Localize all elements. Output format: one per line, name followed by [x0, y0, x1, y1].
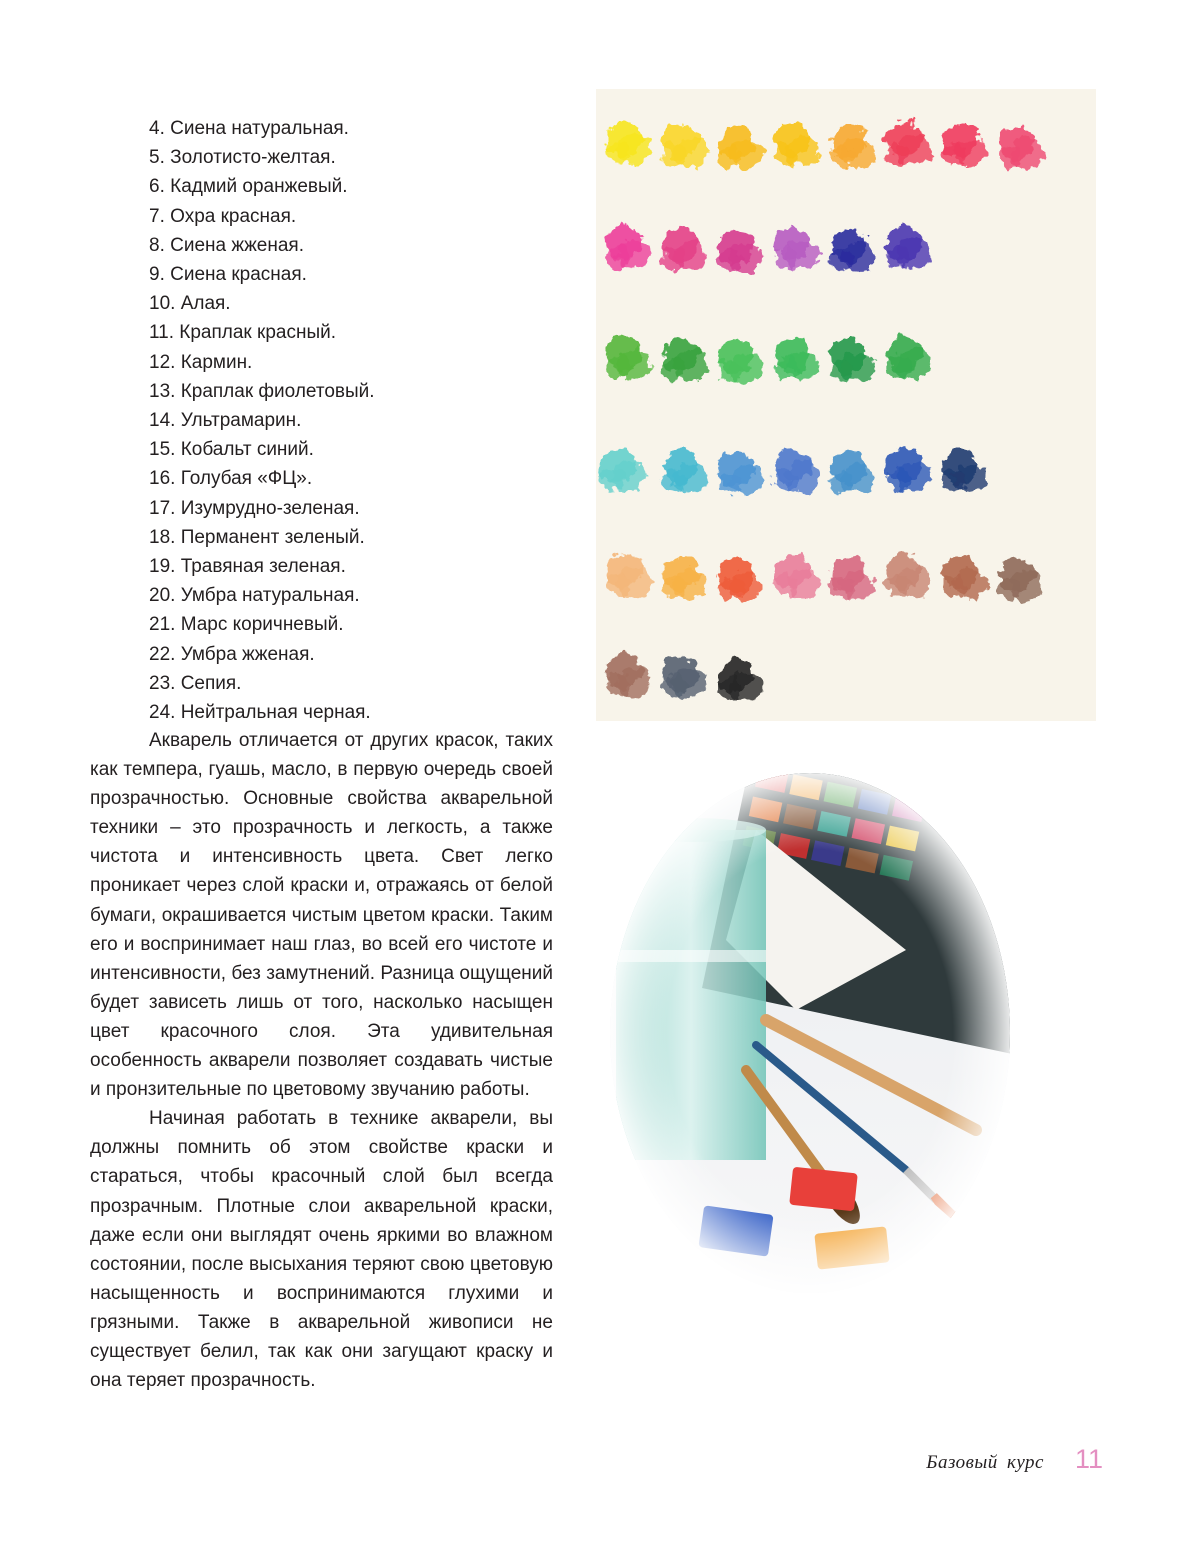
paint-swatch [713, 552, 765, 603]
color-list-item: 7. Охра красная. [149, 205, 297, 227]
watercolor-supplies-photo [606, 770, 1014, 1296]
paint-swatch [713, 446, 765, 497]
paint-swatch [601, 548, 653, 599]
color-list-item: 19. Травяная зеленая. [149, 556, 346, 578]
color-list-item: 16. Голубая «ФЦ». [149, 468, 313, 490]
color-list-item: 10. Алая. [149, 293, 231, 315]
paint-swatch [601, 220, 653, 271]
paint-swatch [825, 333, 877, 384]
paint-swatch [825, 445, 877, 496]
paint-swatch [601, 116, 653, 167]
paint-swatch [825, 551, 877, 602]
paint-swatch [657, 650, 709, 701]
color-list-item: 9. Сиена красная. [149, 264, 307, 286]
color-list-item: 13. Краплак фиолетовый. [149, 380, 375, 402]
paint-swatch [657, 444, 709, 495]
paint-swatch [601, 330, 653, 381]
paint-swatch [713, 334, 765, 385]
paint-swatch [769, 221, 821, 272]
paint-swatch [937, 550, 989, 601]
color-list-item: 23. Сепия. [149, 672, 242, 694]
paint-swatch [993, 120, 1045, 171]
color-list-item: 21. Марс коричневый. [149, 614, 344, 636]
paragraph-transparency: Акварель отличается от других красок, таких как темпера, гуашь, масло, в первую очередь своей прозрачностью. Основные свойства акварельной техники – это прозрачность и легкость, а также чистота и интенсивность цвета. Свет легко проникает через слой краски и, отражаясь от белой бумаги, окрашивается чистым цветом краски. Таким его и воспринимает наш глаз, во всей его чистоте и интенсивности, без замутнений. Разница ощущений будет зависеть лишь от того, насколько насыщен цвет красочного слоя. Эта удивительная особенность акварели позволяет создавать чистые и пронзительные по цветовому звучанию работы. [90, 730, 553, 1101]
paint-swatch [596, 442, 646, 493]
paint-swatch [881, 442, 933, 493]
paint-swatch [657, 118, 709, 169]
page-number: 11 [1075, 1444, 1104, 1474]
paint-swatch [993, 552, 1045, 603]
color-list-item: 12. Кармин. [149, 351, 253, 373]
color-list-item: 15. Кобальт синий. [149, 439, 314, 461]
color-list-item: 17. Изумрудно-зеленая. [149, 497, 360, 519]
paint-swatch [881, 220, 933, 271]
paint-swatch [657, 222, 709, 273]
paint-swatch [881, 330, 933, 381]
paint-swatch [769, 117, 821, 168]
swatch-svg [596, 89, 1096, 721]
color-list-item: 8. Сиена жженая. [149, 234, 304, 256]
paint-swatch [825, 119, 877, 170]
color-list-item: 6. Кадмий оранжевый. [149, 176, 348, 198]
body-text [90, 726, 553, 1395]
color-list-item: 22. Умбра жженая. [149, 643, 315, 665]
color-list-item: 4. Сиена натуральная. [149, 118, 349, 139]
color-swatch-chart [596, 89, 1096, 721]
paint-swatch [937, 118, 989, 169]
paint-swatch [769, 443, 821, 494]
color-list-item: 5. Золотисто-желтая. [149, 147, 336, 169]
paint-swatch [657, 550, 709, 601]
paragraph-technique: Начиная работать в технике акварели, вы должны помнить об этом свойстве краски и стараться, чтобы красочный слой был всегда прозрачным. Плотные слои акварельной краски, даже если они выглядят очень яркими во влажном состоянии, после высыхания теряют свою цветовую насыщенность и воспринимаются глухими и грязными. Также в акварельной живописи не существует белил, так как они загущают краску и она теряет прозрачность. [90, 1108, 553, 1392]
paint-swatch [713, 120, 765, 171]
paint-swatch [713, 224, 765, 275]
photo-illustration [606, 770, 1014, 1296]
paint-swatch [769, 331, 821, 382]
paint-swatch [769, 549, 821, 600]
paint-swatch [825, 223, 877, 274]
color-list-item: 18. Перманент зеленый. [149, 526, 365, 548]
paint-swatch [881, 116, 933, 167]
color-list-item: 14. Ультрамарин. [149, 410, 302, 432]
paint-swatch [713, 652, 765, 703]
color-list-item: 24. Нейтральная черная. [149, 702, 371, 724]
color-list-item: 11. Краплак красный. [149, 322, 337, 344]
paint-swatch [937, 444, 989, 495]
paint-swatch [601, 648, 653, 699]
color-list-item: 20. Умбра натуральная. [149, 585, 360, 607]
footer-course-title: Базовый курс [926, 1452, 1044, 1473]
paint-swatch [881, 548, 933, 599]
color-list [149, 114, 569, 727]
paint-swatch [657, 332, 709, 383]
